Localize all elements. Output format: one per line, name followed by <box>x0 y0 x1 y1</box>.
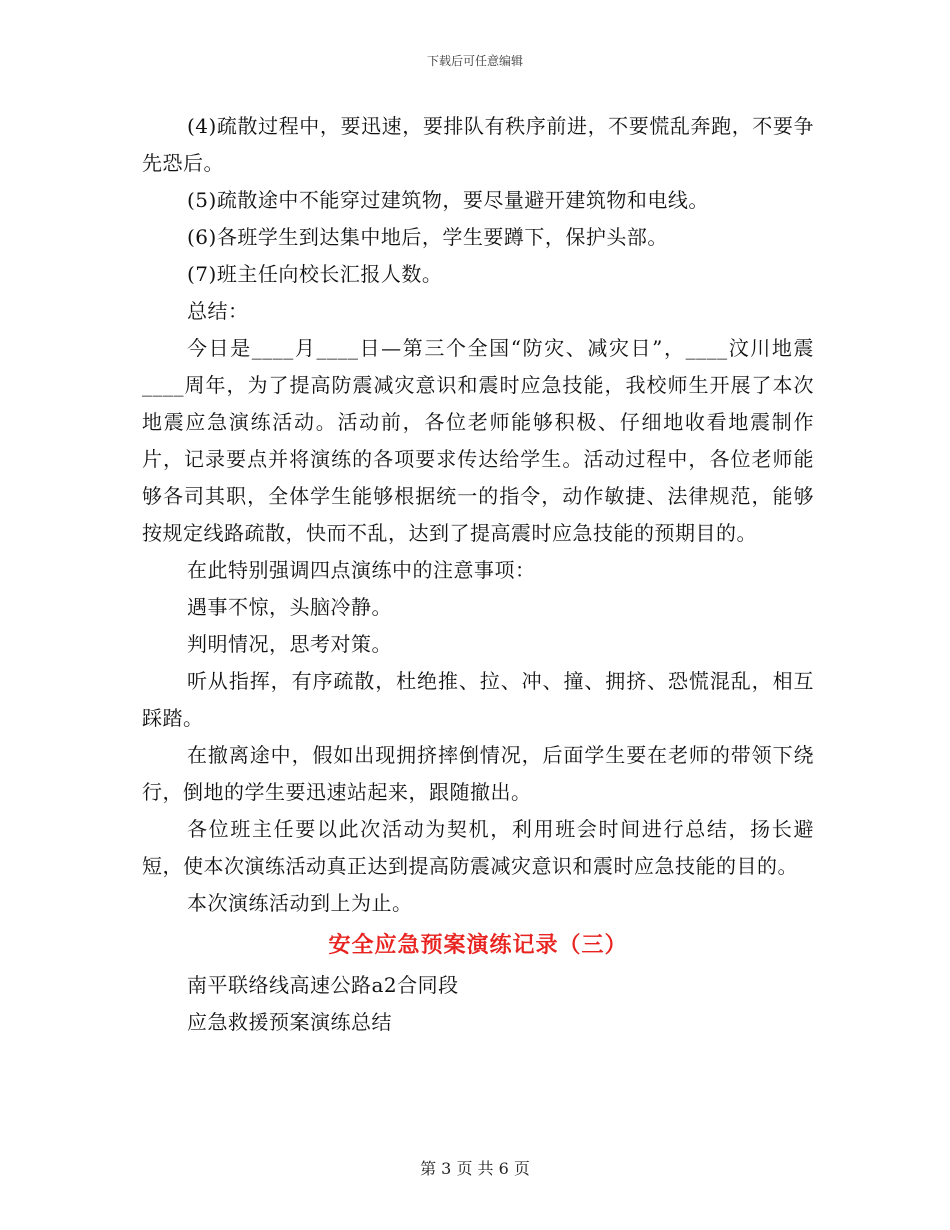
note-1: 遇事不惊，头脑冷静。 <box>187 595 392 619</box>
paragraph-item-6: (6)各班学生到达集中地后，学生要蹲下，保护头部。 <box>187 225 668 249</box>
note-2: 判明情况，思考对策。 <box>187 632 392 656</box>
summary-label: 总结： <box>187 299 249 323</box>
note-3: 听从指挥，有序疏散，杜绝推、拉、冲、撞、拥挤、恐慌混乱，相互踩踏。 <box>142 669 814 730</box>
teacher-instruction: 各位班主任要以此次活动为契机，利用班会时间进行总结，扬长避短，使本次演练活动真正达到提高防震减灾意识和震时应急技能的目的。 <box>142 817 814 878</box>
section-heading: 安全应急预案演练记录（三） <box>328 933 628 958</box>
summary-paragraph: 今日是____月____日—第三个全国“防灾、减灾日”，____汶川地震____周年，为了提高防震减灾意识和震时应急技能，我校师生开展了本次地震应急演练活动。活动前，各位老师能够积极、仔细地收看地震制作片，记录要点并将演练的各项要求传达给学生。活动过程中，各位老师能够各司其职，全体学生能够根据统一的指令，动作敏捷、法律规范，能够按规定线路疏散，快而不乱，达到了提高震时应急技能的预期目的。 <box>142 336 814 545</box>
closing-line: 本次演练活动到上为止。 <box>187 891 413 915</box>
paragraph-item-5: (5)疏散途中不能穿过建筑物，要尽量避开建筑物和电线。 <box>187 188 709 212</box>
section-line-project: 南平联络线高速公路a2合同段 <box>187 973 459 997</box>
paragraph-item-7: (7)班主任向校长汇报人数。 <box>187 262 443 286</box>
page-footer: 第 3 页 共 6 页 <box>420 1159 530 1178</box>
section-line-title: 应急救援预案演练总结 <box>187 1010 392 1034</box>
notes-intro: 在此特别强调四点演练中的注意事项： <box>187 558 536 582</box>
note-4: 在撤离途中，假如出现拥挤摔倒情况，后面学生要在老师的带领下绕行，倒地的学生要迅速站起来，跟随撤出。 <box>142 743 814 804</box>
page-header: 下载后可任意编辑 <box>426 54 523 68</box>
document-body <box>142 108 814 1041</box>
paragraph-item-4: (4)疏散过程中，要迅速，要排队有秩序前进，不要慌乱奔跑，不要争先恐后。 <box>142 114 814 175</box>
